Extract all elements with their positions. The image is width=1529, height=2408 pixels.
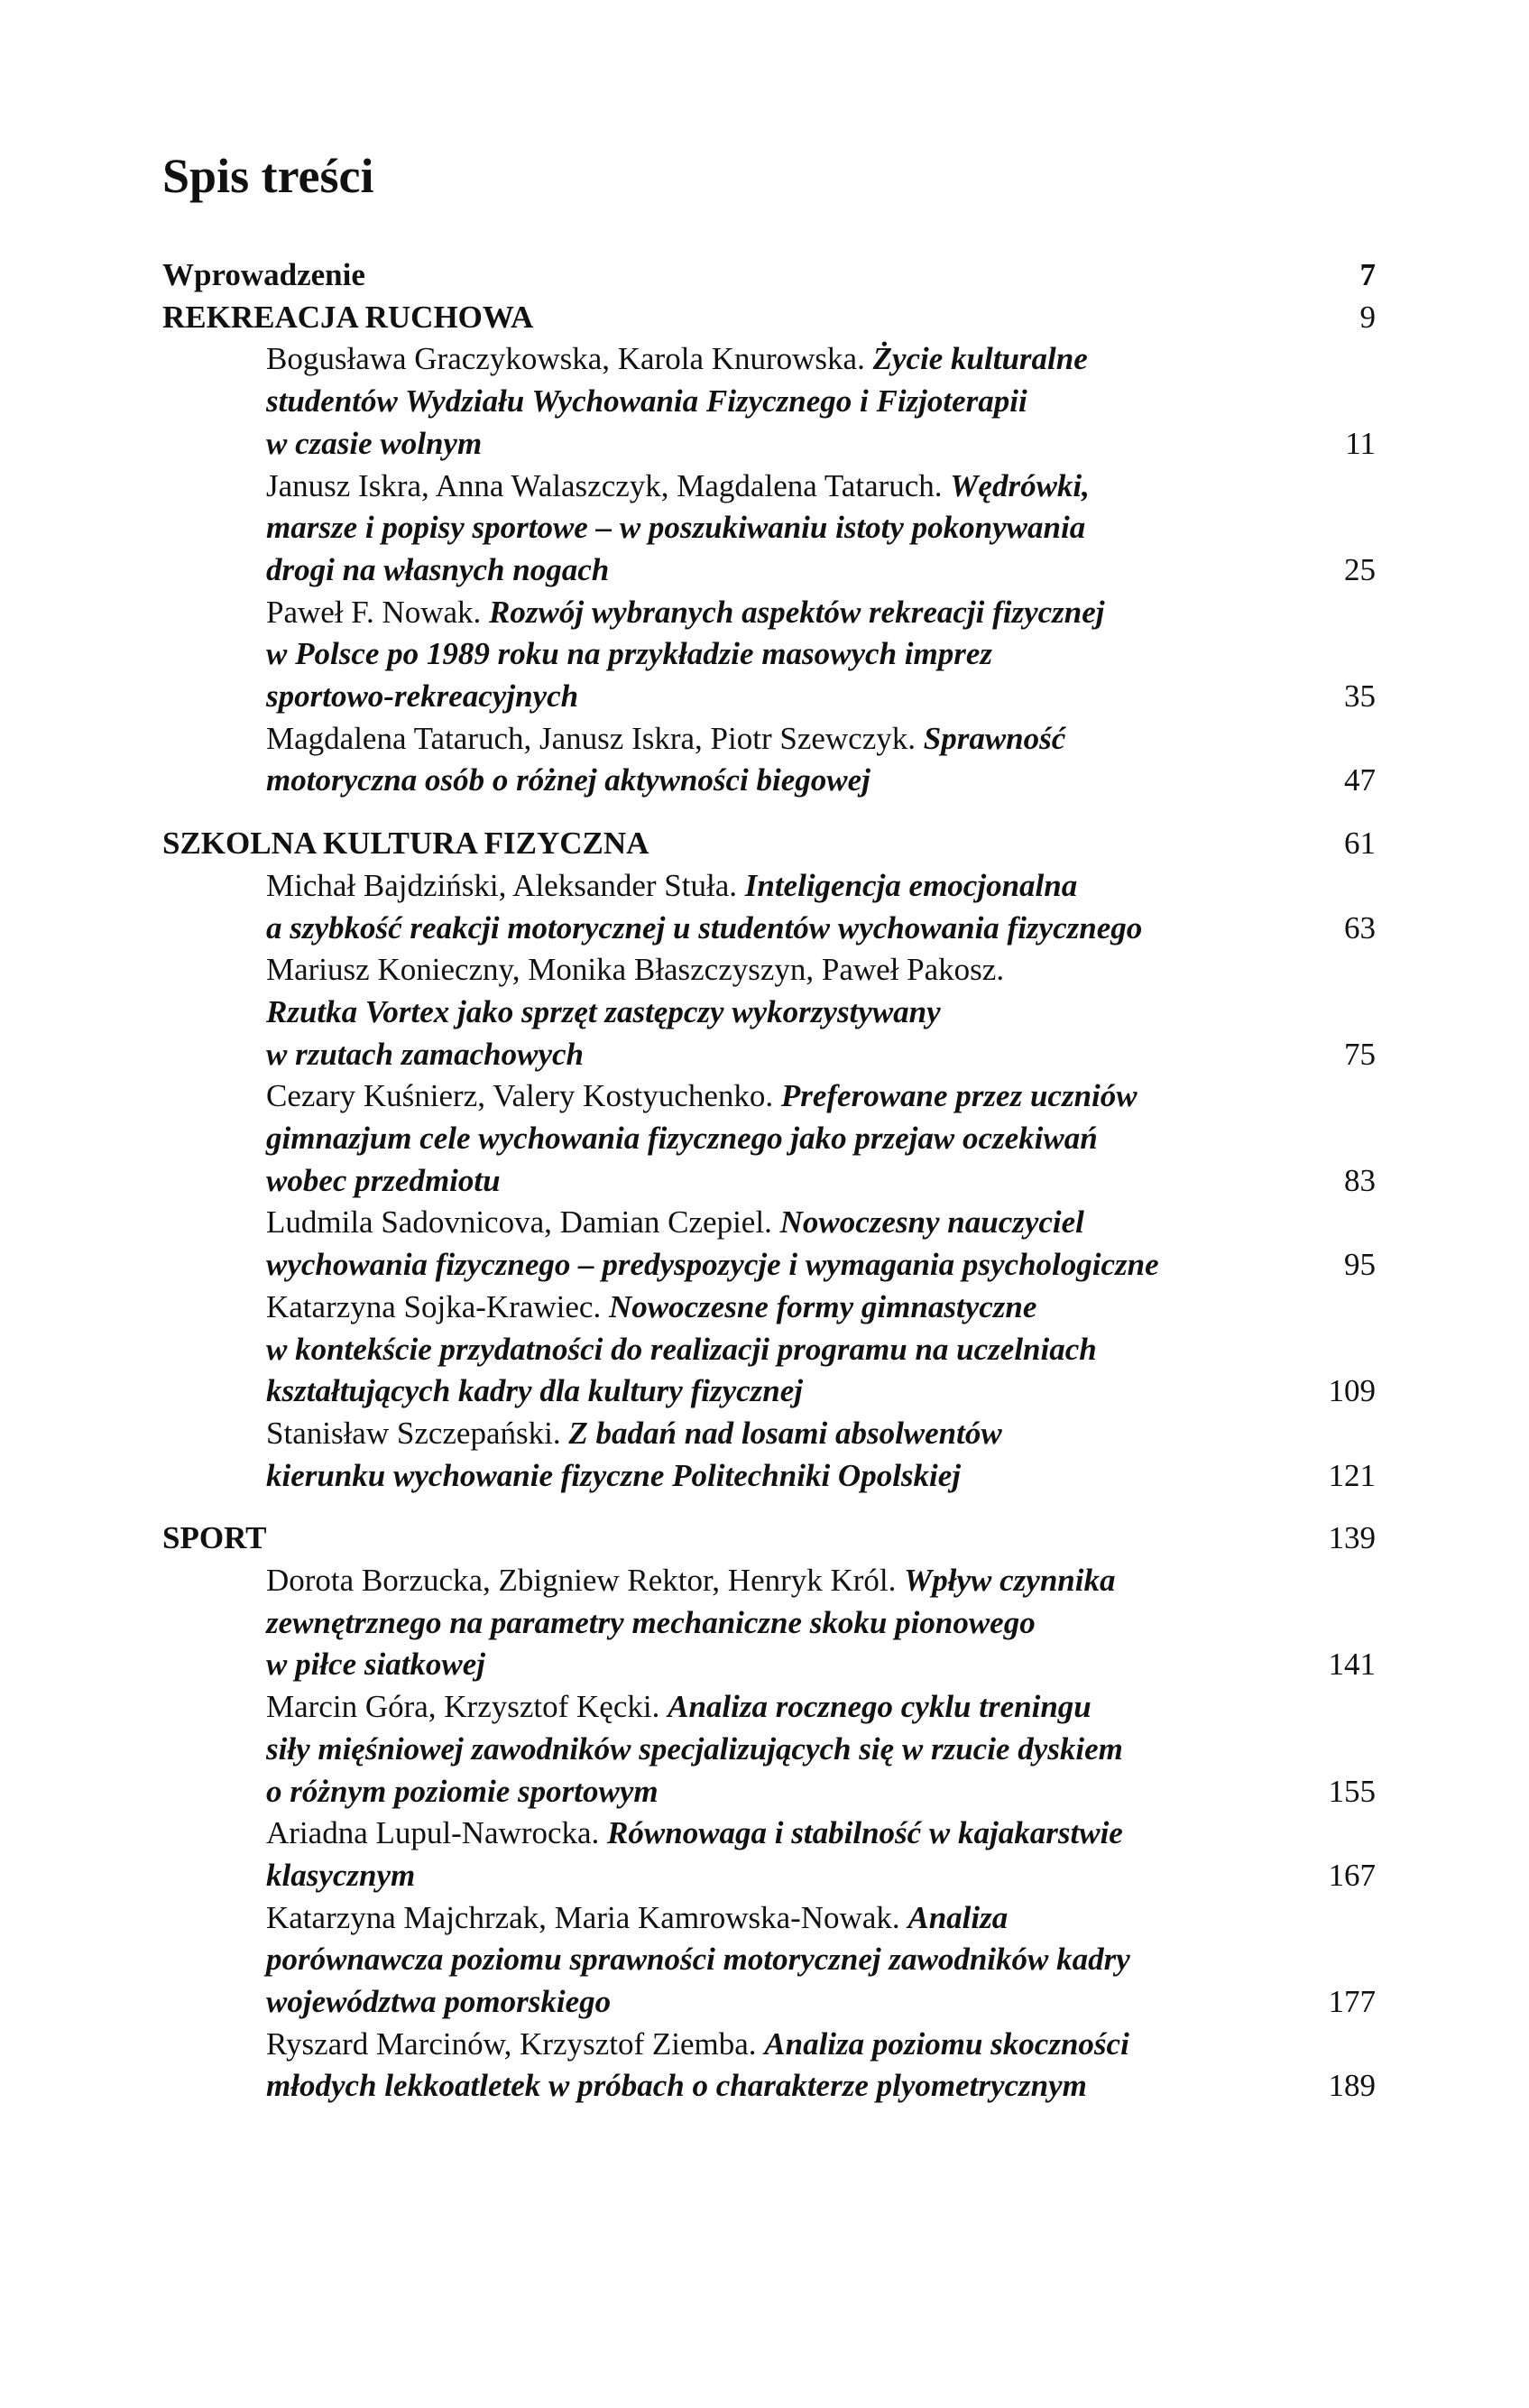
toc-entry-line xyxy=(266,1329,1097,1370)
intro-label: Wprowadzenie xyxy=(162,257,365,292)
entry-title-fragment: Rozwój wybranych aspektów rekreacji fizycznej xyxy=(489,594,1105,630)
entry-title-fragment: kierunku wychowanie fizyczne Politechniki Opolskiej xyxy=(266,1457,962,1493)
entry-title-fragment: Analiza poziomu skoczności xyxy=(764,2025,1129,2062)
entry-title-fragment: w rzutach zamachowych xyxy=(266,1036,584,1072)
entry-authors: Bogusława Graczykowska, Karola Knurowska. xyxy=(266,341,865,377)
entry-page-number: 75 xyxy=(1344,1036,1376,1072)
toc-entry-line xyxy=(266,1455,961,1497)
entry-title-fragment: Z badań nad losami absolwentów xyxy=(568,1415,1002,1451)
entry-title-fragment: Nowoczesne formy gimnastyczne xyxy=(608,1288,1037,1324)
entry-title-fragment: gimnazjum cele wychowania fizycznego jako przejaw oczekiwań xyxy=(266,1121,1098,1156)
entry-page-number: 167 xyxy=(1328,1857,1376,1893)
entry-authors: Mariusz Konieczny, Monika Błaszczyszyn, Paweł Pakosz. xyxy=(266,952,1005,988)
entry-title-fragment: młodych lekkoatletek w próbach o charakterze plyometrycznym xyxy=(266,2068,1087,2104)
toc-entry-line xyxy=(266,1034,584,1075)
toc-entry-line xyxy=(266,676,578,717)
toc-entry-line xyxy=(266,1075,1138,1117)
entry-page-number: 35 xyxy=(1344,678,1376,714)
entry-title-fragment: motoryczna osób o różnej aktywności biegowej xyxy=(266,762,870,798)
entry-title-fragment: zewnętrznego na parametry mechaniczne skoku pionowego xyxy=(266,1604,1036,1640)
entry-title-fragment: Preferowane przez uczniów xyxy=(780,1078,1138,1114)
entry-page-number: 83 xyxy=(1344,1162,1376,1198)
toc-entry-line xyxy=(266,2065,1087,2107)
toc-entry-line xyxy=(266,549,609,591)
toc-entry-line xyxy=(266,2024,1129,2065)
toc-entry-line xyxy=(266,1813,1123,1854)
entry-title-fragment: wobec przedmiotu xyxy=(266,1162,501,1198)
toc-entry-line xyxy=(266,718,1065,760)
entry-authors: Ariadna Lupul-Nawrocka. xyxy=(266,1815,600,1851)
entry-title-fragment: Życie kulturalne xyxy=(872,341,1088,377)
entry-title-fragment: w piłce siatkowej xyxy=(266,1647,486,1683)
entry-title-fragment: o różnym poziomie sportowym xyxy=(266,1773,659,1809)
entry-title-fragment: Analiza rocznego cyklu treningu xyxy=(668,1689,1091,1725)
page-title: Spis treści xyxy=(162,149,374,203)
toc-entry-line xyxy=(266,1160,501,1202)
entry-page-number: 177 xyxy=(1328,1984,1376,2019)
entry-page-number: 141 xyxy=(1328,1647,1376,1683)
entry-title-fragment: studentów Wydziału Wychowania Fizycznego i Fizjoterapii xyxy=(266,383,1027,420)
toc-entry-line xyxy=(266,507,1085,549)
toc-entry-line xyxy=(266,1855,415,1896)
intro-page-number: 7 xyxy=(1359,257,1376,292)
entry-page-number: 11 xyxy=(1345,425,1376,461)
toc-entry-line xyxy=(266,1897,1008,1939)
section-page-number: 61 xyxy=(1344,826,1376,862)
entry-title-fragment: Inteligencja emocjonalna xyxy=(744,867,1078,903)
toc-entry-line xyxy=(266,1370,803,1412)
toc-entry-line xyxy=(266,1287,1036,1328)
section-page-number: 9 xyxy=(1359,299,1376,335)
toc-entry-line xyxy=(266,1118,1098,1159)
toc-entry-line xyxy=(266,1560,1116,1601)
entry-authors: Stanisław Szczepański. xyxy=(266,1415,561,1451)
section-page-number: 139 xyxy=(1328,1520,1376,1556)
toc-entry-line xyxy=(266,1602,1036,1644)
entry-title-fragment: siły mięśniowej zawodników specjalizujących się w rzucie dyskiem xyxy=(266,1730,1123,1767)
entry-page-number: 47 xyxy=(1344,762,1376,798)
toc-entry-line xyxy=(266,1644,485,1685)
toc-entry-line xyxy=(266,1686,1091,1728)
toc-entry-line xyxy=(266,1981,611,2023)
entry-page-number: 25 xyxy=(1344,551,1376,587)
entry-authors: Cezary Kuśnierz, Valery Kostyuchenko. xyxy=(266,1078,774,1114)
toc-entry-line xyxy=(266,338,1088,380)
toc-entry-line xyxy=(266,865,1077,907)
entry-page-number: 155 xyxy=(1328,1773,1376,1809)
entry-title-fragment: wychowania fizycznego – predyspozycje i wymagania psychologiczne xyxy=(266,1247,1159,1283)
entry-authors: Katarzyna Sojka-Krawiec. xyxy=(266,1288,602,1324)
entry-authors: Dorota Borzucka, Zbigniew Rektor, Henryk Król. xyxy=(266,1563,897,1598)
entry-page-number: 63 xyxy=(1344,909,1376,946)
toc-entry-line xyxy=(266,760,870,801)
section-heading: SZKOLNA KULTURA FIZYCZNA xyxy=(162,826,649,862)
toc-entry-line xyxy=(266,423,482,465)
entry-title-fragment: w Polsce po 1989 roku na przykładzie masowych imprez xyxy=(266,636,993,672)
toc-entry-line xyxy=(266,1244,1159,1286)
entry-title-fragment: sportowo-rekreacyjnych xyxy=(266,678,579,714)
entry-page-number: 121 xyxy=(1328,1457,1376,1493)
entry-title-fragment: kształtujących kadry dla kultury fizycznej xyxy=(266,1373,803,1409)
toc-entry-line xyxy=(266,1771,659,1813)
toc-entry-line xyxy=(266,908,1142,949)
toc-entry-line xyxy=(266,381,1027,422)
entry-authors: Magdalena Tataruch, Janusz Iskra, Piotr Szewczyk. xyxy=(266,720,916,756)
entry-title-fragment: Rzutka Vortex jako sprzęt zastępczy wykorzystywany xyxy=(266,993,941,1029)
entry-page-number: 109 xyxy=(1328,1373,1376,1409)
toc-entry-line xyxy=(266,992,941,1033)
entry-title-fragment: w czasie wolnym xyxy=(266,425,483,461)
entry-title-fragment: Analiza xyxy=(907,1899,1009,1935)
entry-authors: Paweł F. Nowak. xyxy=(266,594,482,630)
toc-entry-line xyxy=(266,1202,1084,1243)
entry-authors: Janusz Iskra, Anna Walaszczyk, Magdalena Tataruch. xyxy=(266,467,943,503)
entry-title-fragment: Nowoczesny nauczyciel xyxy=(779,1204,1084,1241)
entry-page-number: 189 xyxy=(1328,2068,1376,2104)
toc-entry-line xyxy=(266,1729,1123,1770)
toc-entry-line xyxy=(266,1413,1002,1454)
entry-title-fragment: marsze i popisy sportowe – w poszukiwaniu istoty pokonywania xyxy=(266,510,1086,546)
toc-entry-line xyxy=(266,466,1090,507)
toc-entry-line xyxy=(266,633,992,675)
entry-title-fragment: Równowaga i stabilność w kajakarstwie xyxy=(607,1815,1123,1851)
entry-authors: Ludmila Sadovnicova, Damian Czepiel. xyxy=(266,1204,772,1241)
entry-title-fragment: Wpływ czynnika xyxy=(904,1563,1116,1598)
entry-title-fragment: Wędrówki, xyxy=(950,467,1090,503)
entry-title-fragment: a szybkość reakcji motorycznej u studentów wychowania fizycznego xyxy=(266,909,1143,946)
entry-title-fragment: Sprawność xyxy=(923,720,1066,756)
toc-entry-line xyxy=(266,949,1004,991)
section-heading: SPORT xyxy=(162,1520,267,1556)
entry-title-fragment: drogi na własnych nogach xyxy=(266,551,610,587)
entry-authors: Marcin Góra, Krzysztof Kęcki. xyxy=(266,1689,660,1725)
entry-title-fragment: porównawcza poziomu sprawności motorycznej zawodników kadry xyxy=(266,1942,1130,1978)
entry-page-number: 95 xyxy=(1344,1247,1376,1283)
entry-title-fragment: województwa pomorskiego xyxy=(266,1984,612,2019)
toc-entry-line xyxy=(266,592,1105,633)
entry-title-fragment: klasycznym xyxy=(266,1857,416,1893)
section-heading: REKREACJA RUCHOWA xyxy=(162,299,534,335)
entry-authors: Michał Bajdziński, Aleksander Stuła. xyxy=(266,867,737,903)
entry-authors: Katarzyna Majchrzak, Maria Kamrowska-Nowak. xyxy=(266,1899,900,1935)
toc-entry-line xyxy=(266,1939,1130,1980)
entry-authors: Ryszard Marcinów, Krzysztof Ziemba. xyxy=(266,2025,757,2062)
entry-title-fragment: w kontekście przydatności do realizacji programu na uczelniach xyxy=(266,1331,1097,1367)
